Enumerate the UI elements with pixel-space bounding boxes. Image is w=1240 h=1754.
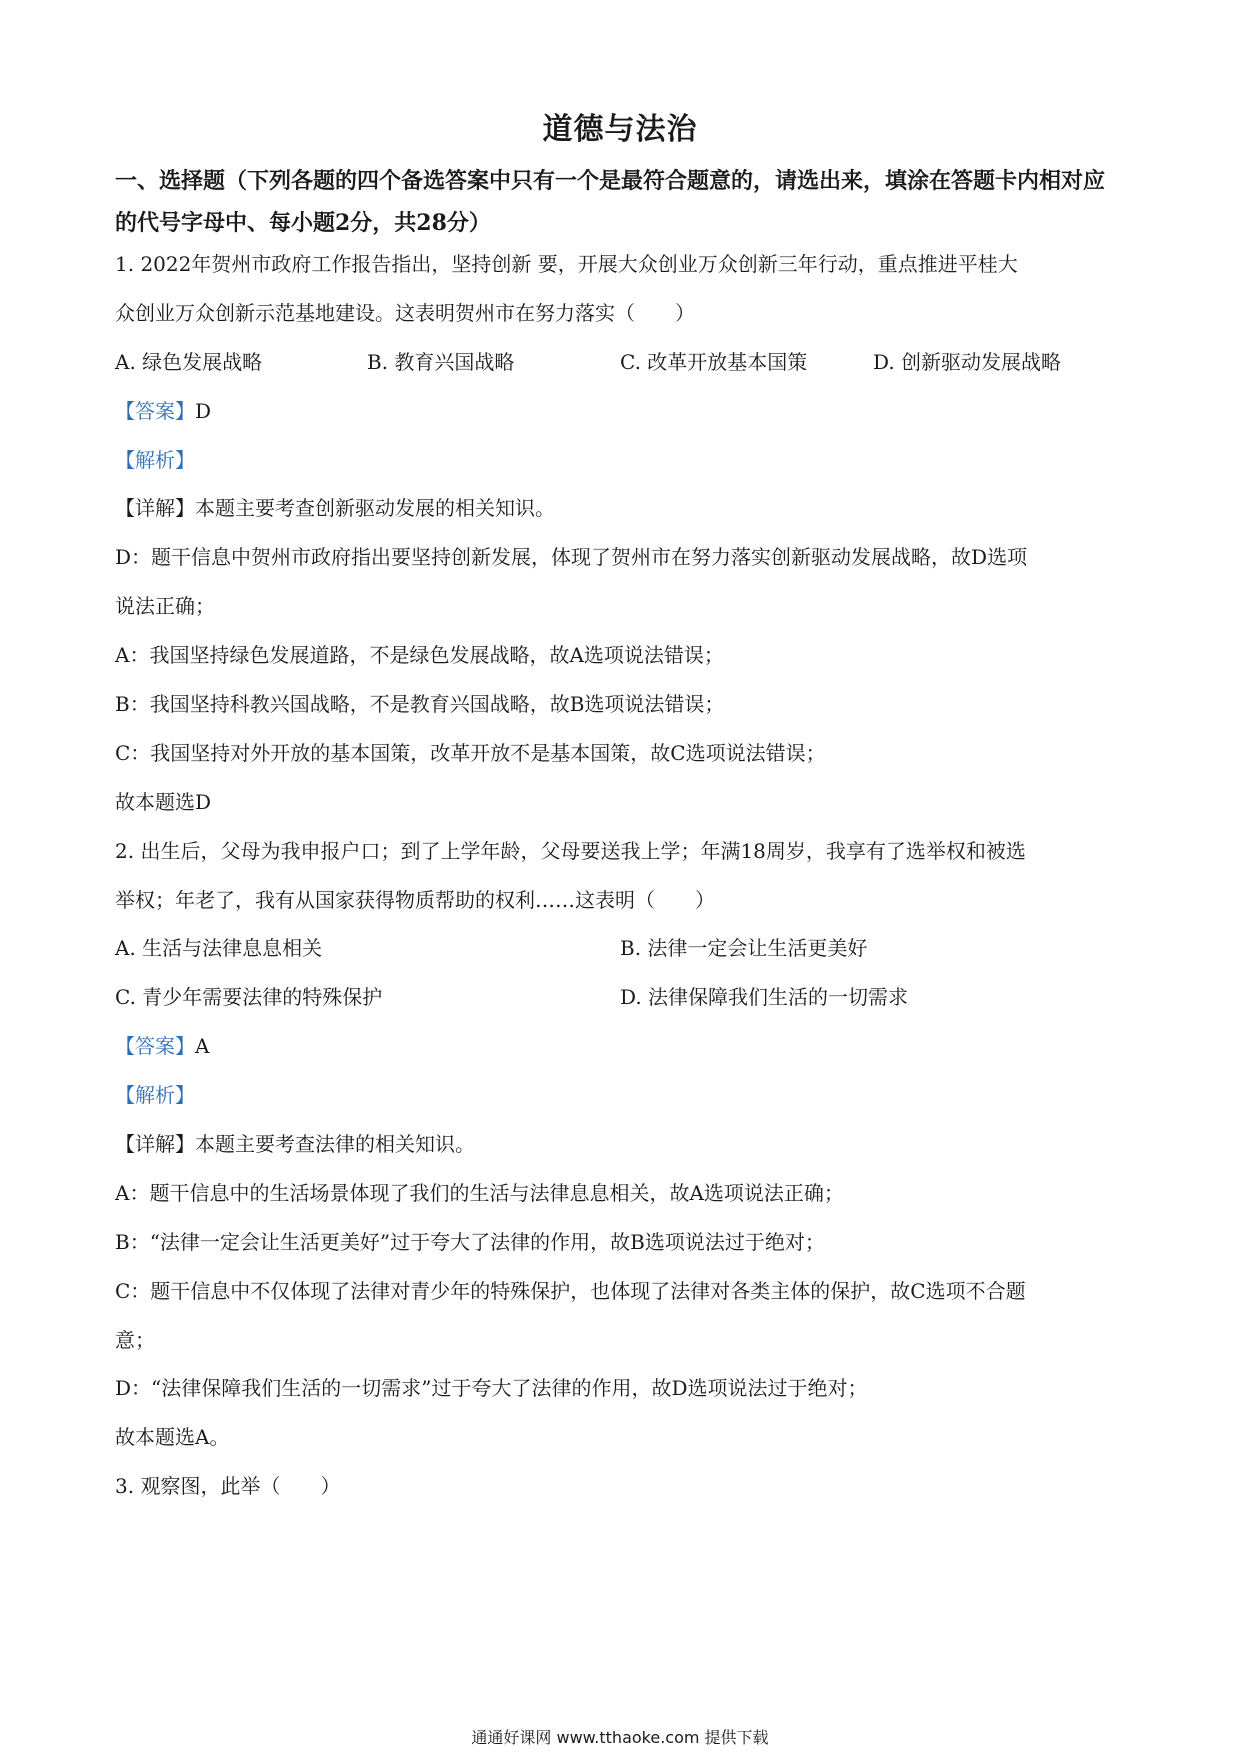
section-heading: 一、选择题（下列各题的四个备选答案中只有一个是最符合题意的，请选出来，填涂在答题卡内相对应的代号字母中、每小题2分，共28分） [115,168,1106,236]
q1-option-b: B. 教育兴国战略 [367,349,515,374]
question-1-analysis [115,436,1125,485]
question-2-analysis [115,1071,1125,1120]
question-1-stem-line-1: 1. 2022年贺州市政府工作报告指出，坚持创新 要，开展大众创业万众创新三年行动，重点推进平桂大 [115,252,1018,276]
q1-option-c: C. 改革开放基本国策 [620,349,808,374]
question-1-stem-line-2: 众创业万众创新示范基地建设。这表明贺州市在努力落实（ ） [115,300,695,325]
question-2-stem-line-2: 举权；年老了，我有从国家获得物质帮助的权利……这表明（ ） [115,887,715,912]
question-2-options-row-1 [115,924,1125,973]
question-2-detail-line: B：“法律一定会让生活更美好”过于夸大了法律的作用，故B选项说法过于绝对； [115,1229,825,1254]
page-title: 道德与法治 [542,112,698,147]
question-1-options [115,338,1125,387]
q1-option-a: A. 绿色发展战略 [115,349,263,374]
footer-source: 通通好课网 www.tthaoke.com 提供下载 [471,1728,769,1747]
q2-option-c: C. 青少年需要法律的特殊保护 [115,985,383,1010]
question-1-detail-line: D：题干信息中贺州市政府指出要坚持创新发展，体现了贺州市在努力落实创新驱动发展战略，故D选项 [115,545,1028,570]
analysis-label: 【解析】 [115,447,195,472]
q2-option-d: D. 法律保障我们生活的一切需求 [620,985,909,1010]
analysis-label: 【解析】 [115,1083,195,1108]
question-2-detail-line: A：题干信息中的生活场景体现了我们的生活与法律息息相关，故A选项说法正确； [115,1180,844,1205]
answer-value: A [195,1034,210,1059]
question-1-detail-line: B：我国坚持科教兴国战略，不是教育兴国战略，故B选项说法错误； [115,692,725,717]
question-1-detail-line: C：我国坚持对外开放的基本国策，改革开放不是基本国策，故C选项说法错误； [115,740,826,765]
question-2-stem-line-1: 2. 出生后，父母为我申报户口；到了上学年龄，父母要送我上学；年满18周岁，我享有了选举权和被选 [115,838,1026,863]
question-2-detail-line: 【详解】本题主要考查法律的相关知识。 [115,1132,475,1157]
answer-value: D [195,398,212,423]
question-1-detail-line: 【详解】本题主要考查创新驱动发展的相关知识。 [115,496,555,521]
question-1-detail-line: 说法正确； [115,594,215,619]
question-content [115,240,1125,1511]
question-2-detail-line: C：题干信息中不仅体现了法律对青少年的特殊保护，也体现了法律对各类主体的保护，故C选项不合题 [115,1278,1026,1303]
q2-option-b: B. 法律一定会让生活更美好 [620,936,868,961]
q2-option-a: A. 生活与法律息息相关 [115,936,323,961]
question-1-answer [115,387,1125,436]
q1-option-d: D. 创新驱动发展战略 [873,349,1062,374]
question-1-detail-line: A：我国坚持绿色发展道路，不是绿色发展战略，故A选项说法错误； [115,643,724,668]
question-2-conclusion: 故本题选A。 [115,1425,230,1450]
question-1-conclusion: 故本题选D [115,789,212,814]
question-3-stem: 3. 观察图，此举（ ） [115,1474,341,1499]
question-2-answer [115,1022,1125,1071]
question-2-detail-line: 意； [115,1327,155,1352]
answer-label: 【答案】 [115,1034,195,1059]
answer-label: 【答案】 [115,398,195,423]
question-2-options-row-2 [115,973,1125,1022]
question-2-detail-line: D：“法律保障我们生活的一切需求”过于夸大了法律的作用，故D选项说法过于绝对； [115,1376,868,1401]
